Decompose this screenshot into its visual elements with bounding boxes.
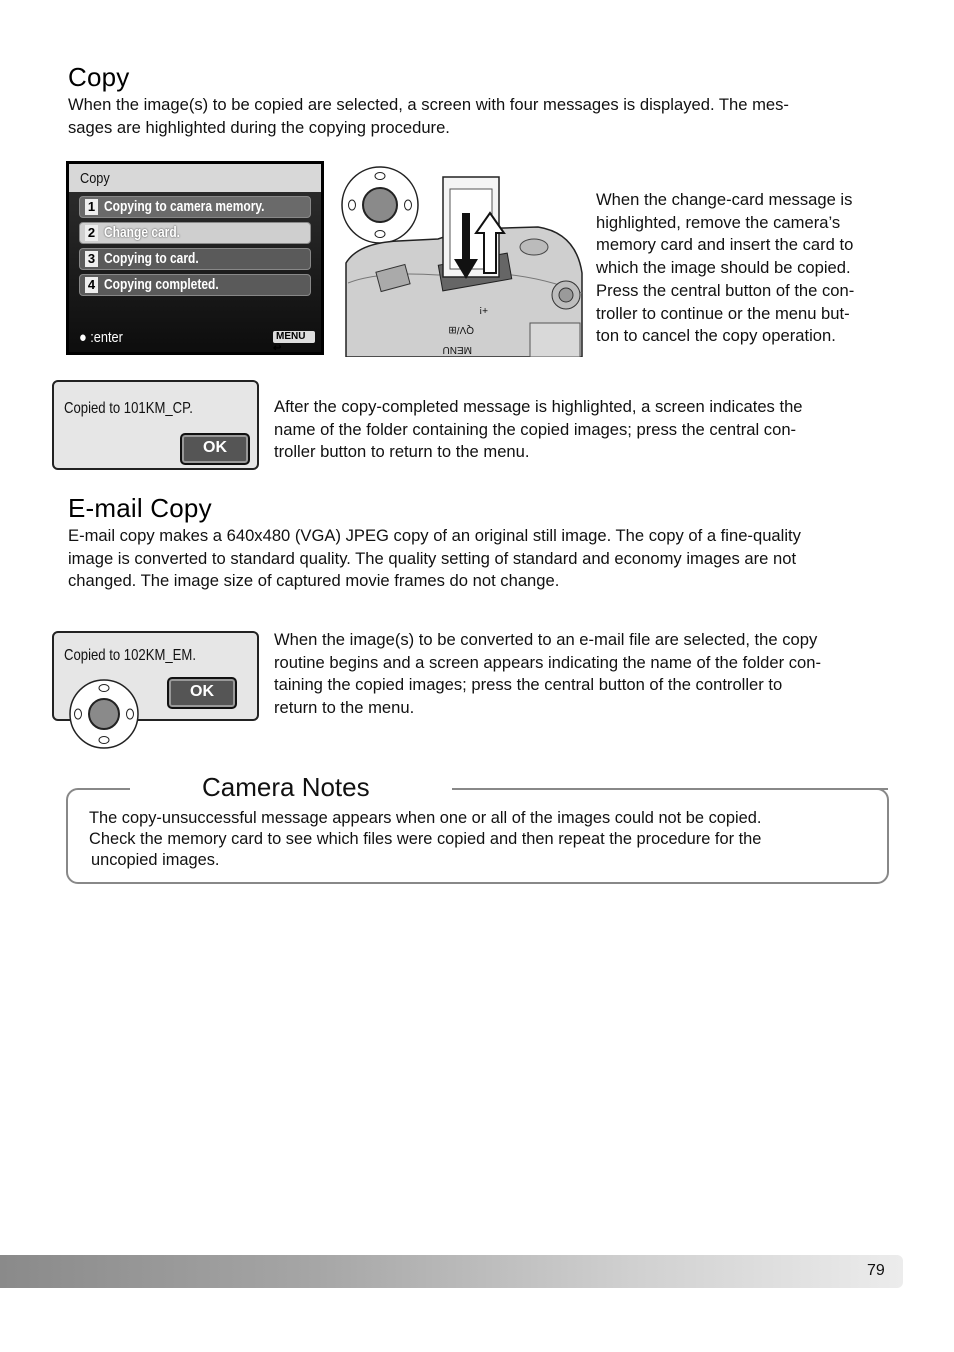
lcd-enter-hint: ● :enter: [79, 329, 123, 346]
camera-notes-title: Camera Notes: [202, 772, 370, 802]
email-copy-intro: [68, 525, 908, 593]
lcd-item-label: Change card.: [104, 224, 181, 241]
email-copy-text: [274, 629, 899, 720]
change-card-line: Press the central button of the con-: [596, 280, 855, 300]
completed-text: [274, 396, 894, 464]
camera-notes-rule: [452, 788, 888, 790]
lcd-item-number: 1: [85, 199, 98, 215]
copied-dialog-cp: [52, 380, 259, 470]
email-text-line: routine begins and a screen appears indicating the name of the folder con-: [274, 652, 822, 672]
copy-intro: [68, 94, 898, 139]
footer-bar: [0, 1255, 903, 1288]
email-copy-heading: E-mail Copy: [68, 493, 212, 523]
menu-button-label: MENU: [276, 331, 306, 342]
menu-button-icon: MENU ↩: [273, 331, 315, 343]
lcd-item-copying-camera-memory[interactable]: [79, 196, 311, 218]
lcd-item-change-card[interactable]: [79, 222, 311, 244]
change-card-line: which the image should be copied.: [596, 258, 851, 278]
email-text-line: return to the menu.: [274, 698, 415, 718]
change-card-line: troller to continue or the menu but-: [596, 303, 850, 323]
notes-line: Check the memory card to see which files were copied and then repeat the procedure for the: [89, 830, 762, 848]
copy-menu-screen: [66, 161, 324, 355]
email-intro-line: changed. The image size of captured movie frames do not change.: [68, 571, 560, 591]
notes-line: The copy-unsuccessful message appears when one or all of the images could not be copied.: [89, 809, 762, 827]
lcd-item-copying-completed[interactable]: [79, 274, 311, 296]
plus-label: +!: [479, 304, 488, 315]
copy-intro-line: sages are highlighted during the copying procedure.: [68, 117, 450, 137]
change-card-line: highlighted, remove the camera’s: [596, 212, 841, 232]
lcd-item-label: Copying to camera memory.: [104, 198, 265, 215]
copy-intro-line: When the image(s) to be copied are selected, a screen with four messages is displayed. The mes-: [68, 95, 789, 114]
notes-line: uncopied images.: [91, 851, 220, 869]
page-number: 79: [867, 1262, 885, 1279]
dialog-message: Copied to 102KM_EM.: [64, 647, 197, 664]
qv-label: QV/⊞: [448, 324, 474, 335]
lcd-title: Copy: [80, 170, 110, 187]
lcd-item-copying-to-card[interactable]: [79, 248, 311, 270]
email-intro-line: E-mail copy makes a 640x480 (VGA) JPEG copy of an original still image. The copy of a fine-quality: [68, 526, 801, 545]
lcd-item-label: Copying to card.: [104, 250, 199, 267]
menu-label: MENU: [442, 344, 472, 355]
controller-icon: [342, 167, 418, 243]
completed-line: name of the folder containing the copied images; press the central con-: [274, 419, 797, 439]
lcd-item-number: 4: [85, 277, 98, 293]
lcd-item-number: 3: [85, 251, 98, 267]
ok-button[interactable]: OK: [167, 677, 237, 709]
completed-line: troller button to return to the menu.: [274, 442, 530, 462]
copy-heading: Copy: [68, 62, 130, 92]
email-intro-line: image is converted to standard quality. The quality setting of standard and economy images are not: [68, 548, 797, 568]
change-card-line: memory card and insert the card to: [596, 235, 854, 255]
lcd-item-number: 2: [85, 225, 98, 241]
completed-line: After the copy-completed message is highlighted, a screen indicates the: [274, 397, 803, 416]
change-card-line: When the change-card message is: [596, 190, 853, 209]
change-card-text: [596, 189, 896, 348]
controller-icon: [66, 679, 142, 751]
change-card-line: ton to cancel the copy operation.: [596, 326, 836, 346]
camera-card-illustration: [338, 163, 584, 357]
lcd-item-label: Copying completed.: [104, 276, 219, 293]
camera-notes-text: [89, 808, 879, 871]
email-text-line: When the image(s) to be converted to an e-mail file are selected, the copy: [274, 630, 818, 649]
email-text-line: taining the copied images; press the central button of the controller to: [274, 675, 783, 695]
dialog-message: Copied to 101KM_CP.: [64, 400, 193, 417]
ok-button[interactable]: OK: [180, 433, 250, 465]
